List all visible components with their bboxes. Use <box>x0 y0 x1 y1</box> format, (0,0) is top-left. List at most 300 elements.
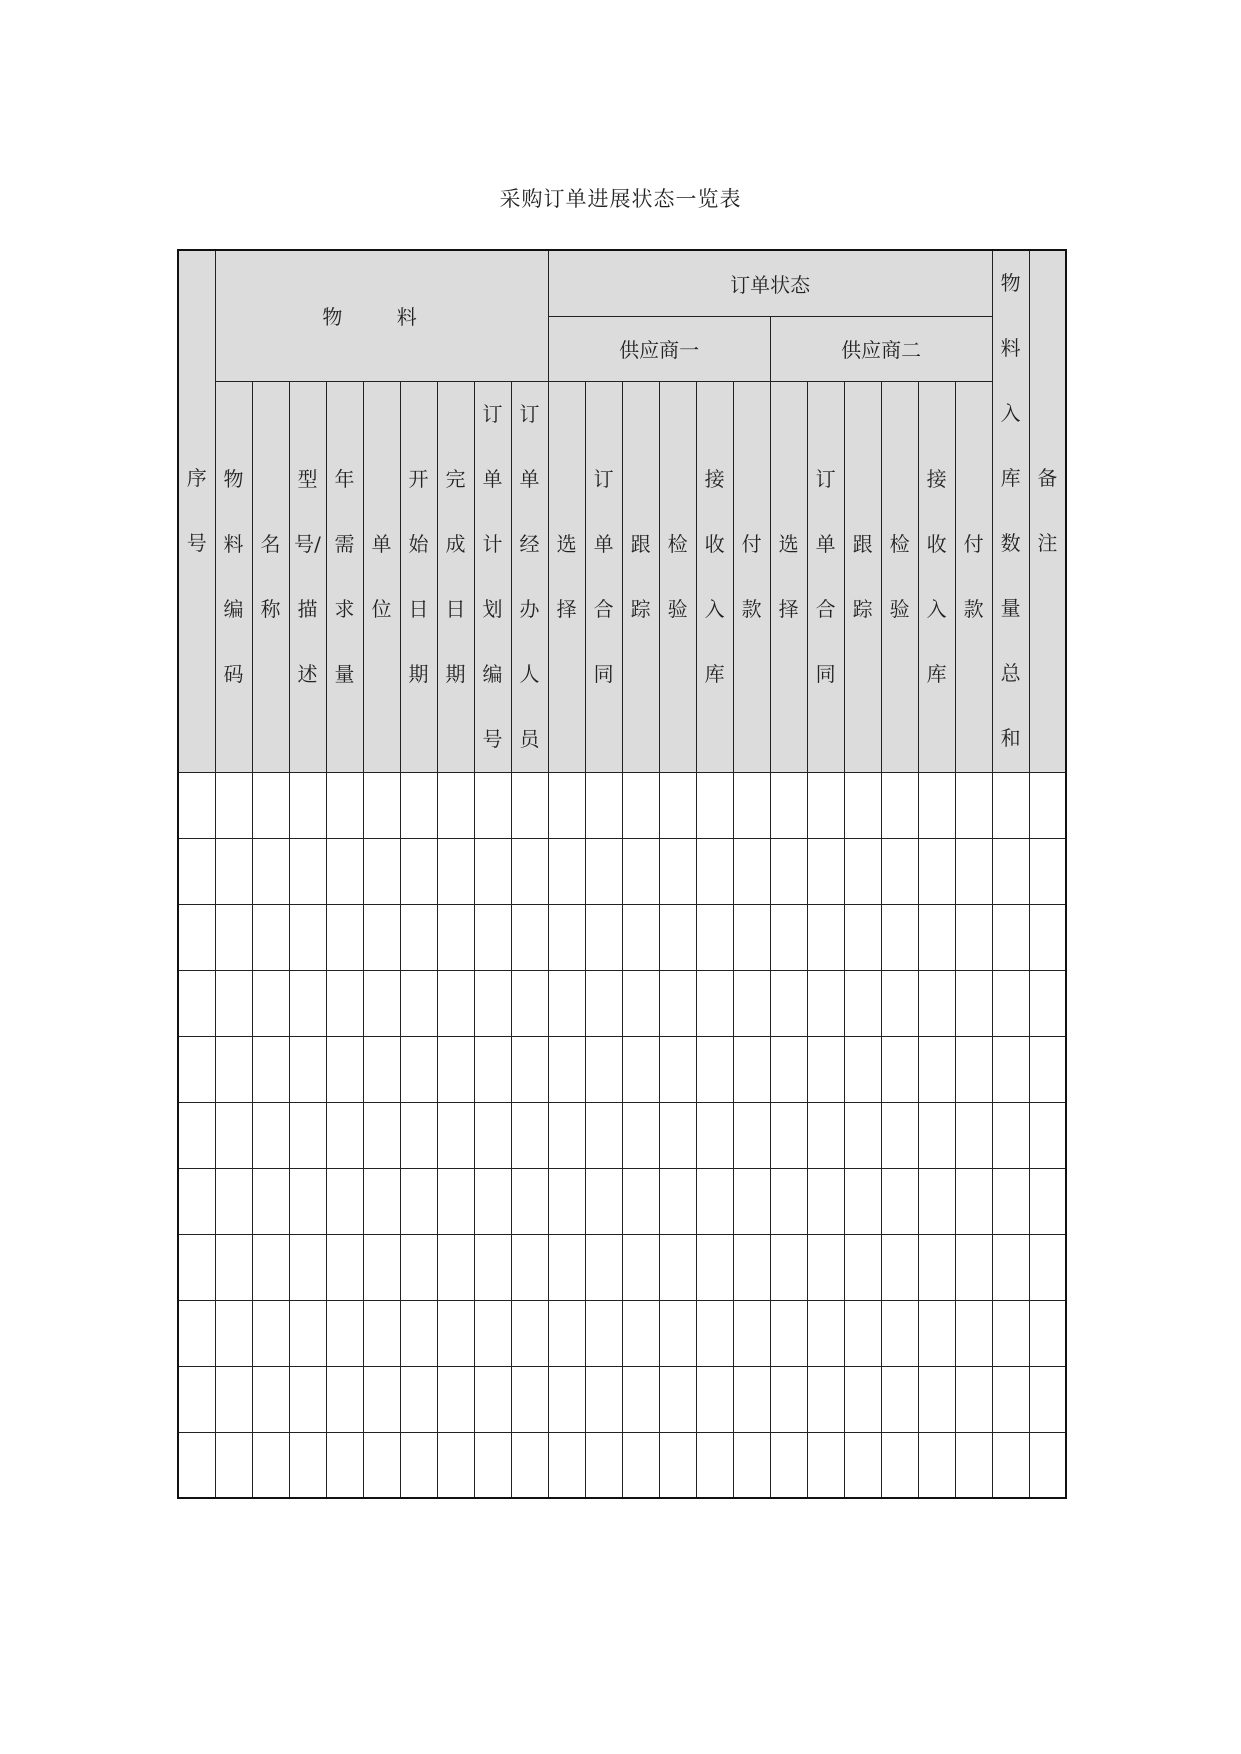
material-col-label: 单 位 <box>371 531 392 621</box>
table-cell <box>992 1432 1029 1498</box>
table-cell <box>511 1300 548 1366</box>
table-row <box>178 1168 1066 1234</box>
table-cell <box>585 970 622 1036</box>
table-cell <box>289 838 326 904</box>
header-seq <box>178 250 215 772</box>
table-cell <box>474 838 511 904</box>
table-cell <box>474 1036 511 1102</box>
table-cell <box>178 1366 215 1432</box>
table-cell <box>289 1036 326 1102</box>
header-remarks <box>1029 250 1066 772</box>
table-cell <box>770 904 807 970</box>
table-cell <box>511 772 548 838</box>
supplier_two-col-label: 检 验 <box>889 531 910 621</box>
header-supplier-one <box>548 316 770 381</box>
supplier_one-col-2 <box>622 381 659 772</box>
table-cell <box>881 1102 918 1168</box>
table-cell <box>696 904 733 970</box>
table-cell <box>437 772 474 838</box>
table-cell <box>474 1168 511 1234</box>
table-cell <box>511 970 548 1036</box>
table-cell <box>511 1234 548 1300</box>
table-cell <box>400 1102 437 1168</box>
table-cell <box>548 1102 585 1168</box>
table-cell <box>178 772 215 838</box>
table-cell <box>807 1366 844 1432</box>
table-cell <box>770 838 807 904</box>
table-cell <box>511 1102 548 1168</box>
header-seq-label: 序 号 <box>186 466 207 556</box>
table-cell <box>844 838 881 904</box>
table-cell <box>955 970 992 1036</box>
table-cell <box>918 1168 955 1234</box>
table-cell <box>918 772 955 838</box>
table-cell <box>918 1102 955 1168</box>
material-col-label: 物 料 编 码 <box>223 466 244 686</box>
table-cell <box>548 904 585 970</box>
table-cell <box>659 1432 696 1498</box>
supplier_one-col-5 <box>733 381 770 772</box>
table-row <box>178 1300 1066 1366</box>
table-cell <box>696 1432 733 1498</box>
table-cell <box>770 1432 807 1498</box>
table-cell <box>733 904 770 970</box>
table-row <box>178 772 1066 838</box>
table-cell <box>252 970 289 1036</box>
table-cell <box>696 1366 733 1432</box>
material-col-label: 名 称 <box>260 531 281 621</box>
table-cell <box>844 772 881 838</box>
table-cell <box>696 1168 733 1234</box>
table-cell <box>918 1432 955 1498</box>
header-supplier-one-label: 供应商一 <box>619 338 700 362</box>
table-cell <box>770 1300 807 1366</box>
supplier_two-col-0 <box>770 381 807 772</box>
table-cell <box>992 970 1029 1036</box>
table-cell <box>178 838 215 904</box>
table-cell <box>437 1102 474 1168</box>
table-cell <box>585 838 622 904</box>
supplier_two-col-4 <box>918 381 955 772</box>
table-cell <box>585 1432 622 1498</box>
table-cell <box>178 970 215 1036</box>
table-cell <box>992 904 1029 970</box>
table-cell <box>622 970 659 1036</box>
table-cell <box>585 772 622 838</box>
table-cell <box>474 970 511 1036</box>
table-cell <box>733 1366 770 1432</box>
table-cell <box>1029 970 1066 1036</box>
table-cell <box>696 1102 733 1168</box>
table-cell <box>215 1168 252 1234</box>
table-row <box>178 1432 1066 1498</box>
table-cell <box>474 1432 511 1498</box>
table-cell <box>548 970 585 1036</box>
table-cell <box>992 1366 1029 1432</box>
table-cell <box>474 1300 511 1366</box>
table-cell <box>1029 1234 1066 1300</box>
table-cell <box>622 1036 659 1102</box>
table-cell <box>733 1234 770 1300</box>
material-col-4 <box>363 381 400 772</box>
table-cell <box>363 970 400 1036</box>
table-cell <box>807 904 844 970</box>
table-cell <box>844 1036 881 1102</box>
table-cell <box>622 1234 659 1300</box>
table-cell <box>1029 1102 1066 1168</box>
supplier_two-col-1 <box>807 381 844 772</box>
table-cell <box>326 1234 363 1300</box>
table-cell <box>289 904 326 970</box>
material-col-2 <box>289 381 326 772</box>
table-cell <box>437 1366 474 1432</box>
table-cell <box>326 1102 363 1168</box>
material-col-5 <box>400 381 437 772</box>
table-cell <box>326 1366 363 1432</box>
table-cell <box>696 772 733 838</box>
supplier_one-col-label: 订 单 合 同 <box>593 466 614 686</box>
table-cell <box>215 1234 252 1300</box>
table-cell <box>400 1432 437 1498</box>
table-cell <box>437 904 474 970</box>
supplier_two-col-label: 付 款 <box>963 531 984 621</box>
table-cell <box>696 970 733 1036</box>
table-cell <box>511 904 548 970</box>
table-cell <box>807 772 844 838</box>
table-cell <box>215 904 252 970</box>
table-cell <box>437 1300 474 1366</box>
table-cell <box>733 1036 770 1102</box>
table-cell <box>474 772 511 838</box>
table-cell <box>881 1300 918 1366</box>
table-cell <box>918 1036 955 1102</box>
table-cell <box>400 1366 437 1432</box>
table-cell <box>252 1366 289 1432</box>
table-cell <box>807 1432 844 1498</box>
supplier_one-col-label: 付 款 <box>741 531 762 621</box>
table-row <box>178 1036 1066 1102</box>
sub-header-row <box>178 381 1066 772</box>
table-cell <box>400 1168 437 1234</box>
table-cell <box>474 1234 511 1300</box>
table-cell <box>289 970 326 1036</box>
table-cell <box>363 1432 400 1498</box>
supplier_one-col-1 <box>585 381 622 772</box>
supplier_one-col-0 <box>548 381 585 772</box>
table-cell <box>400 970 437 1036</box>
table-cell <box>955 1102 992 1168</box>
table-cell <box>215 1300 252 1366</box>
table-cell <box>585 1234 622 1300</box>
table-cell <box>178 1300 215 1366</box>
table-cell <box>289 1168 326 1234</box>
header-supplier-two <box>770 316 992 381</box>
table-cell <box>955 1234 992 1300</box>
table-cell <box>992 1300 1029 1366</box>
table-cell <box>326 772 363 838</box>
table-cell <box>844 1432 881 1498</box>
table-cell <box>881 1366 918 1432</box>
table-cell <box>955 904 992 970</box>
table-cell <box>659 838 696 904</box>
table-cell <box>1029 838 1066 904</box>
table-cell <box>881 838 918 904</box>
table-cell <box>622 772 659 838</box>
table-cell <box>659 970 696 1036</box>
table-cell <box>807 1102 844 1168</box>
table-cell <box>659 1366 696 1432</box>
table-cell <box>918 970 955 1036</box>
table-cell <box>400 1234 437 1300</box>
material-col-3 <box>326 381 363 772</box>
table-cell <box>437 970 474 1036</box>
table-cell <box>844 970 881 1036</box>
table-cell <box>326 1300 363 1366</box>
table-cell <box>770 1036 807 1102</box>
table-cell <box>992 1168 1029 1234</box>
table-cell <box>659 1036 696 1102</box>
table-cell <box>770 1102 807 1168</box>
supplier_one-col-label: 接 收 入 库 <box>704 466 725 686</box>
header-supplier-two-label: 供应商二 <box>841 338 922 362</box>
table-cell <box>289 1432 326 1498</box>
table-cell <box>622 838 659 904</box>
table-cell <box>178 1234 215 1300</box>
table-cell <box>918 1300 955 1366</box>
table-cell <box>437 1234 474 1300</box>
table-cell <box>215 772 252 838</box>
table-cell <box>622 1102 659 1168</box>
supplier_two-col-3 <box>881 381 918 772</box>
table-cell <box>252 1102 289 1168</box>
table-cell <box>548 772 585 838</box>
table-row <box>178 1234 1066 1300</box>
supplier_one-col-label: 跟 踪 <box>630 531 651 621</box>
table-cell <box>178 904 215 970</box>
table-cell <box>696 1036 733 1102</box>
table-cell <box>437 838 474 904</box>
table-cell <box>881 772 918 838</box>
table-cell <box>215 970 252 1036</box>
table-cell <box>178 1036 215 1102</box>
table-row <box>178 1102 1066 1168</box>
table-cell <box>807 1300 844 1366</box>
table-cell <box>918 1234 955 1300</box>
table-cell <box>400 772 437 838</box>
table-cell <box>770 1168 807 1234</box>
table-cell <box>733 1168 770 1234</box>
table-cell <box>659 1300 696 1366</box>
table-cell <box>881 1036 918 1102</box>
table-cell <box>807 1168 844 1234</box>
table-cell <box>733 1300 770 1366</box>
supplier_one-col-label: 选 择 <box>556 531 577 621</box>
header-order-status-label: 订单状态 <box>730 272 811 297</box>
table-cell <box>326 838 363 904</box>
material-col-7 <box>474 381 511 772</box>
table-cell <box>252 904 289 970</box>
supplier_two-col-label: 跟 踪 <box>852 531 873 621</box>
table-cell <box>548 1300 585 1366</box>
table-cell <box>215 838 252 904</box>
table-cell <box>363 1366 400 1432</box>
supplier_two-col-label: 接 收 入 库 <box>926 466 947 686</box>
table-cell <box>955 1300 992 1366</box>
table-cell <box>400 838 437 904</box>
table-cell <box>696 838 733 904</box>
table-cell <box>955 1036 992 1102</box>
supplier_two-col-2 <box>844 381 881 772</box>
header-remarks-label: 备 注 <box>1037 466 1058 556</box>
table-cell <box>326 1036 363 1102</box>
table-cell <box>659 1234 696 1300</box>
table-cell <box>585 1102 622 1168</box>
table-cell <box>548 1366 585 1432</box>
table-cell <box>1029 1168 1066 1234</box>
supplier_two-col-label: 选 择 <box>778 531 799 621</box>
material-col-1 <box>252 381 289 772</box>
table-cell <box>659 904 696 970</box>
table-cell <box>326 1432 363 1498</box>
table-cell <box>585 1366 622 1432</box>
table-cell <box>844 1300 881 1366</box>
table-cell <box>622 1432 659 1498</box>
table-cell <box>733 772 770 838</box>
table-cell <box>659 772 696 838</box>
table-cell <box>1029 904 1066 970</box>
table-cell <box>215 1036 252 1102</box>
table-cell <box>215 1432 252 1498</box>
table-cell <box>807 970 844 1036</box>
table-cell <box>622 1300 659 1366</box>
table-cell <box>733 970 770 1036</box>
table-cell <box>252 1234 289 1300</box>
supplier_two-col-5 <box>955 381 992 772</box>
table-cell <box>844 1102 881 1168</box>
header-material-label: 物 料 <box>322 305 441 330</box>
supplier_one-col-label: 检 验 <box>667 531 688 621</box>
table-cell <box>548 1036 585 1102</box>
table-cell <box>215 1102 252 1168</box>
material-col-6 <box>437 381 474 772</box>
table-cell <box>881 970 918 1036</box>
table-cell <box>289 772 326 838</box>
material-col-8 <box>511 381 548 772</box>
table-cell <box>437 1432 474 1498</box>
supplier_two-col-label: 订 单 合 同 <box>815 466 836 686</box>
table-cell <box>659 1102 696 1168</box>
table-cell <box>844 904 881 970</box>
table-cell <box>400 904 437 970</box>
table-cell <box>585 1168 622 1234</box>
material-col-0 <box>215 381 252 772</box>
table-cell <box>363 838 400 904</box>
table-cell <box>511 1366 548 1432</box>
table-cell <box>437 1036 474 1102</box>
table-cell <box>844 1168 881 1234</box>
table-row <box>178 838 1066 904</box>
table-cell <box>1029 1300 1066 1366</box>
table-cell <box>252 1036 289 1102</box>
table-cell <box>585 1036 622 1102</box>
supplier_one-col-4 <box>696 381 733 772</box>
table-cell <box>289 1102 326 1168</box>
table-cell <box>844 1366 881 1432</box>
table-cell <box>807 838 844 904</box>
table-cell <box>400 1036 437 1102</box>
table-cell <box>178 1102 215 1168</box>
table-cell <box>955 1168 992 1234</box>
table-cell <box>770 1366 807 1432</box>
material-col-label: 订 单 计 划 编 号 <box>482 401 503 751</box>
table-cell <box>881 1234 918 1300</box>
table-cell <box>363 904 400 970</box>
table-cell <box>474 1102 511 1168</box>
table-row <box>178 904 1066 970</box>
table-cell <box>1029 772 1066 838</box>
table-cell <box>770 772 807 838</box>
table-cell <box>881 1168 918 1234</box>
table-cell <box>992 772 1029 838</box>
table-cell <box>511 838 548 904</box>
table-cell <box>474 904 511 970</box>
table-cell <box>881 904 918 970</box>
table-cell <box>511 1036 548 1102</box>
table-cell <box>252 1300 289 1366</box>
table-cell <box>881 1432 918 1498</box>
table-cell <box>437 1168 474 1234</box>
table-cell <box>622 1366 659 1432</box>
document-title: 采购订单进展状态一览表 <box>499 187 742 211</box>
table-cell <box>585 904 622 970</box>
table-cell <box>696 1234 733 1300</box>
table-cell <box>807 1036 844 1102</box>
table-cell <box>770 970 807 1036</box>
table-cell <box>474 1366 511 1432</box>
table-cell <box>733 1102 770 1168</box>
table-cell <box>955 1432 992 1498</box>
table-row <box>178 970 1066 1036</box>
table-cell <box>1029 1036 1066 1102</box>
table-cell <box>252 1432 289 1498</box>
table-cell <box>548 838 585 904</box>
table-cell <box>992 1234 1029 1300</box>
table-cell <box>289 1300 326 1366</box>
table-cell <box>918 838 955 904</box>
table-cell <box>918 904 955 970</box>
table-cell <box>252 772 289 838</box>
table-cell <box>289 1234 326 1300</box>
table-cell <box>733 1432 770 1498</box>
table-cell <box>511 1168 548 1234</box>
table-cell <box>992 838 1029 904</box>
table-cell <box>363 1102 400 1168</box>
table-cell <box>326 970 363 1036</box>
table-cell <box>363 1168 400 1234</box>
table-cell <box>622 904 659 970</box>
table-cell <box>400 1300 437 1366</box>
table-cell <box>252 1168 289 1234</box>
table-cell <box>326 1168 363 1234</box>
table-cell <box>1029 1432 1066 1498</box>
order-status-table <box>177 249 1067 1499</box>
table-cell <box>215 1366 252 1432</box>
material-col-label: 订 单 经 办 人 员 <box>519 401 540 751</box>
table-cell <box>326 904 363 970</box>
header-order-status <box>548 250 992 316</box>
table-cell <box>289 1366 326 1432</box>
table-cell <box>844 1234 881 1300</box>
